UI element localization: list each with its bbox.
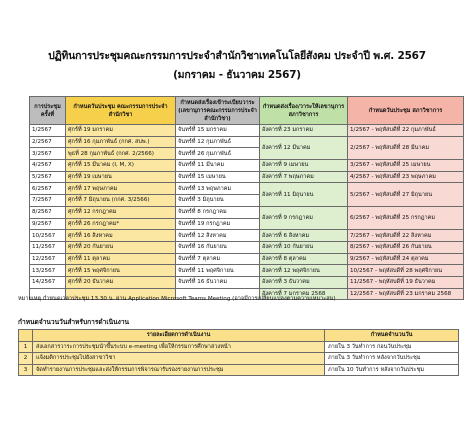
note-text: หมายเหตุ กำหนดเวลาประชุม 13.30 น. ผ่าน Application Microsoft Teams Meeting (อาจมีการเปลี่ยนแปลงตามความเหมาะสม) [18, 296, 336, 302]
cell-agenda-deadline: จันทร์ที่ 13 พฤษภาคม [176, 183, 260, 195]
cell-faculty-meeting-date: พุธที่ 28 กุมภาพันธ์ (กกศ. 2/2566) [66, 148, 176, 160]
steps-row [19, 353, 459, 365]
cell-meeting-no: 8/2567 [30, 206, 66, 218]
cell-agenda-deadline: จันทร์ที่ 11 พฤศจิกายน [176, 265, 260, 277]
cell-agenda-deadline: จันทร์ที่ 15 เมษายน [176, 171, 260, 183]
cell-council-submission: อังคารที่ 7 พฤษภาคม [260, 171, 348, 183]
cell-meeting-no: 12/2567 [30, 253, 66, 265]
cell-meeting-no: 14/2567 [30, 276, 66, 288]
steps-table [18, 329, 459, 376]
cell-faculty-meeting-date: ศุกร์ที่ 15 พฤศจิกายน [66, 265, 176, 277]
cell-faculty-meeting-date: ศุกร์ที่ 7 มิถุนายน (กกศ. 3/2566) [66, 195, 176, 207]
cell-meeting-no: 4/2567 [30, 160, 66, 172]
table-row [30, 171, 464, 183]
table-row [30, 265, 464, 277]
table-row [30, 160, 464, 172]
cell-faculty-meeting-date: ศุกร์ที่ 12 กรกฎาคม [66, 206, 176, 218]
step-number: 3 [19, 364, 33, 376]
cell-meeting-no: 3/2567 [30, 148, 66, 160]
cell-meeting-no: 7/2567 [30, 195, 66, 207]
cell-agenda-deadline: จันทร์ที่ 26 กุมภาพันธ์ [176, 148, 260, 160]
cell-meeting-no: 2/2567 [30, 136, 66, 148]
cell-agenda-deadline: จันทร์ที่ 12 สิงหาคม [176, 230, 260, 242]
page-title: ปฏิทินการประชุมคณะกรรมการประจำสำนักวิชาเทคโนโลยีสังคม ประจำปี พ.ศ. 2567 [48, 50, 426, 62]
steps-header-no [19, 330, 33, 342]
cell-faculty-meeting-date: ศุกร์ที่ 16 กุมภาพันธ์ (กกศ. สบพ.) [66, 136, 176, 148]
schedule-header-row [30, 97, 464, 125]
cell-council-meeting-date: 8/2567 - พฤหัสบดีที่ 26 กันยายน [348, 241, 464, 253]
cell-council-submission: อังคารที่ 9 เมษายน [260, 160, 348, 172]
cell-council-meeting-date: 9/2567 - พฤหัสบดีที่ 24 ตุลาคม [348, 253, 464, 265]
cell-faculty-meeting-date: ศุกร์ที่ 11 ตุลาคม [66, 253, 176, 265]
cell-council-meeting-date: 3/2567 - พฤหัสบดีที่ 25 เมษายน [348, 160, 464, 172]
table-row [30, 125, 464, 137]
cell-agenda-deadline: จันทร์ที่ 16 กันยายน [176, 241, 260, 253]
cell-council-submission: อังคารที่ 7 มกราคม 2568 [260, 288, 348, 300]
cell-council-submission: อังคารที่ 12 พฤศจิกายน [260, 265, 348, 277]
table-row [30, 136, 464, 148]
cell-council-submission: อังคารที่ 3 ธันวาคม [260, 276, 348, 288]
steps-header-days: กำหนดจำนวนวัน [325, 330, 459, 342]
header-council-submission: กำหนดส่งเรื่อง/วาระให้เลขานุการสภาวิชาการ [260, 97, 348, 125]
cell-council-meeting-date: 7/2567 - พฤหัสบดีที่ 22 สิงหาคม [348, 230, 464, 242]
cell-council-meeting-date: 5/2567 - พฤหัสบดีที่ 27 มิถุนายน [348, 183, 464, 206]
table-row [30, 206, 464, 218]
cell-meeting-no: 5/2567 [30, 171, 66, 183]
cell-faculty-meeting-date: ศุกร์ที่ 16 สิงหาคม [66, 230, 176, 242]
header-meeting-no: การประชุม ครั้งที่ [30, 97, 66, 125]
steps-row [19, 364, 459, 376]
step-number: 2 [19, 353, 33, 365]
table-row [30, 230, 464, 242]
table-row [30, 276, 464, 288]
cell-council-meeting-date: 1/2567 - พฤหัสบดีที่ 22 กุมภาพันธ์ [348, 125, 464, 137]
cell-council-submission: อังคารที่ 8 ตุลาคม [260, 253, 348, 265]
header-council-meeting-date: กำหนดวันประชุม สภาวิชาการ [348, 97, 464, 125]
page-subtitle: (มกราคม - ธันวาคม 2567) [173, 69, 301, 81]
cell-council-submission: อังคารที่ 10 กันยายน [260, 241, 348, 253]
cell-agenda-deadline: จันทร์ที่ 7 ตุลาคม [176, 253, 260, 265]
cell-council-meeting-date: 6/2567 - พฤหัสบดีที่ 25 กรกฎาคม [348, 206, 464, 229]
step-number: 1 [19, 341, 33, 353]
steps-header-detail: รายละเอียดการดำเนินงาน [33, 330, 325, 342]
cell-agenda-deadline: จันทร์ที่ 15 มกราคม [176, 125, 260, 137]
cell-agenda-deadline: จันทร์ที่ 3 มิถุนายน [176, 195, 260, 207]
step-detail: จัดทำรายงานการประชุมและส่งให้กรรมการพิจารณารับรองรายงานการประชุม [33, 364, 325, 376]
cell-council-submission: อังคารที่ 6 สิงหาคม [260, 230, 348, 242]
schedule-body [30, 125, 464, 300]
cell-meeting-no: 13/2567 [30, 265, 66, 277]
cell-agenda-deadline: จันทร์ที่ 12 กุมภาพันธ์ [176, 136, 260, 148]
cell-faculty-meeting-date: ศุกร์ที่ 20 ธันวาคม [66, 276, 176, 288]
cell-faculty-meeting-date: ศุกร์ที่ 17 พฤษภาคม [66, 183, 176, 195]
cell-council-meeting-date: 10/2567 - พฤหัสบดีที่ 28 พฤศจิกายน [348, 265, 464, 277]
step-detail: แจ้งมติการประชุมไปยังสาขาวิชา [33, 353, 325, 365]
cell-faculty-meeting-date: ศุกร์ที่ 15 มีนาคม (I, M, X) [66, 160, 176, 172]
cell-faculty-meeting-date: ศุกร์ที่ 20 กันยายน [66, 241, 176, 253]
cell-meeting-no: 11/2567 [30, 241, 66, 253]
schedule-table [29, 96, 464, 300]
steps-body [19, 341, 459, 376]
step-duration: ภายใน 10 วันทำการ หลังจากวันประชุม [325, 364, 459, 376]
header-agenda-deadline: กำหนดส่งเรื่องเข้าระเบียบวาระ (เลขานุการคณะกรรมการประจำสำนักวิชา) [176, 97, 260, 125]
cell-agenda-deadline: จันทร์ที่ 11 มีนาคม [176, 160, 260, 172]
table-row [30, 241, 464, 253]
cell-council-submission: อังคารที่ 12 มีนาคม [260, 136, 348, 159]
cell-council-meeting-date: 4/2567 - พฤหัสบดีที่ 23 พฤษภาคม [348, 171, 464, 183]
cell-council-meeting-date: 2/2567 - พฤหัสบดีที่ 28 มีนาคม [348, 136, 464, 159]
steps-header-row [19, 330, 459, 342]
steps-row [19, 341, 459, 353]
steps-title: กำหนดจำนวนวันสำหรับการดำเนินงาน [18, 318, 130, 326]
cell-agenda-deadline: จันทร์ที่ 16 ธันวาคม [176, 276, 260, 288]
cell-meeting-no: 1/2567 [30, 125, 66, 137]
cell-council-meeting-date: 12/2567 - พฤหัสบดีที่ 23 มกราคม 2568 [348, 288, 464, 300]
step-duration: ภายใน 3 วันทำการ หลังจากวันประชุม [325, 353, 459, 365]
step-detail: ส่งเอกสารวาระการประชุมนำขึ้นระบบ e-meeting เพื่อให้กรรมการศึกษาล่วงหน้า [33, 341, 325, 353]
cell-agenda-deadline: จันทร์ที่ 8 กรกฎาคม [176, 206, 260, 218]
cell-agenda-deadline: จันทร์ที่ 19 กรกฎาคม [176, 218, 260, 230]
table-row [30, 253, 464, 265]
cell-meeting-no: 9/2567 [30, 218, 66, 230]
cell-council-submission: อังคารที่ 9 กรกฎาคม [260, 206, 348, 229]
table-row [30, 183, 464, 195]
cell-council-meeting-date: 11/2567 - พฤหัสบดีที่ 19 ธันวาคม [348, 276, 464, 288]
cell-faculty-meeting-date: ศุกร์ที่ 19 เมษายน [66, 171, 176, 183]
cell-council-submission: อังคารที่ 11 มิถุนายน [260, 183, 348, 206]
step-duration: ภายใน 3 วันทำการ ก่อนวันประชุม [325, 341, 459, 353]
cell-meeting-no: 10/2567 [30, 230, 66, 242]
cell-faculty-meeting-date: ศุกร์ที่ 19 มกราคม [66, 125, 176, 137]
cell-faculty-meeting-date: ศุกร์ที่ 26 กรกฎาคม* [66, 218, 176, 230]
cell-council-submission: อังคารที่ 23 มกราคม [260, 125, 348, 137]
header-faculty-meeting-date: กำหนดวันประชุม คณะกรรมการประจำสำนักวิชา [66, 97, 176, 125]
cell-meeting-no: 6/2567 [30, 183, 66, 195]
